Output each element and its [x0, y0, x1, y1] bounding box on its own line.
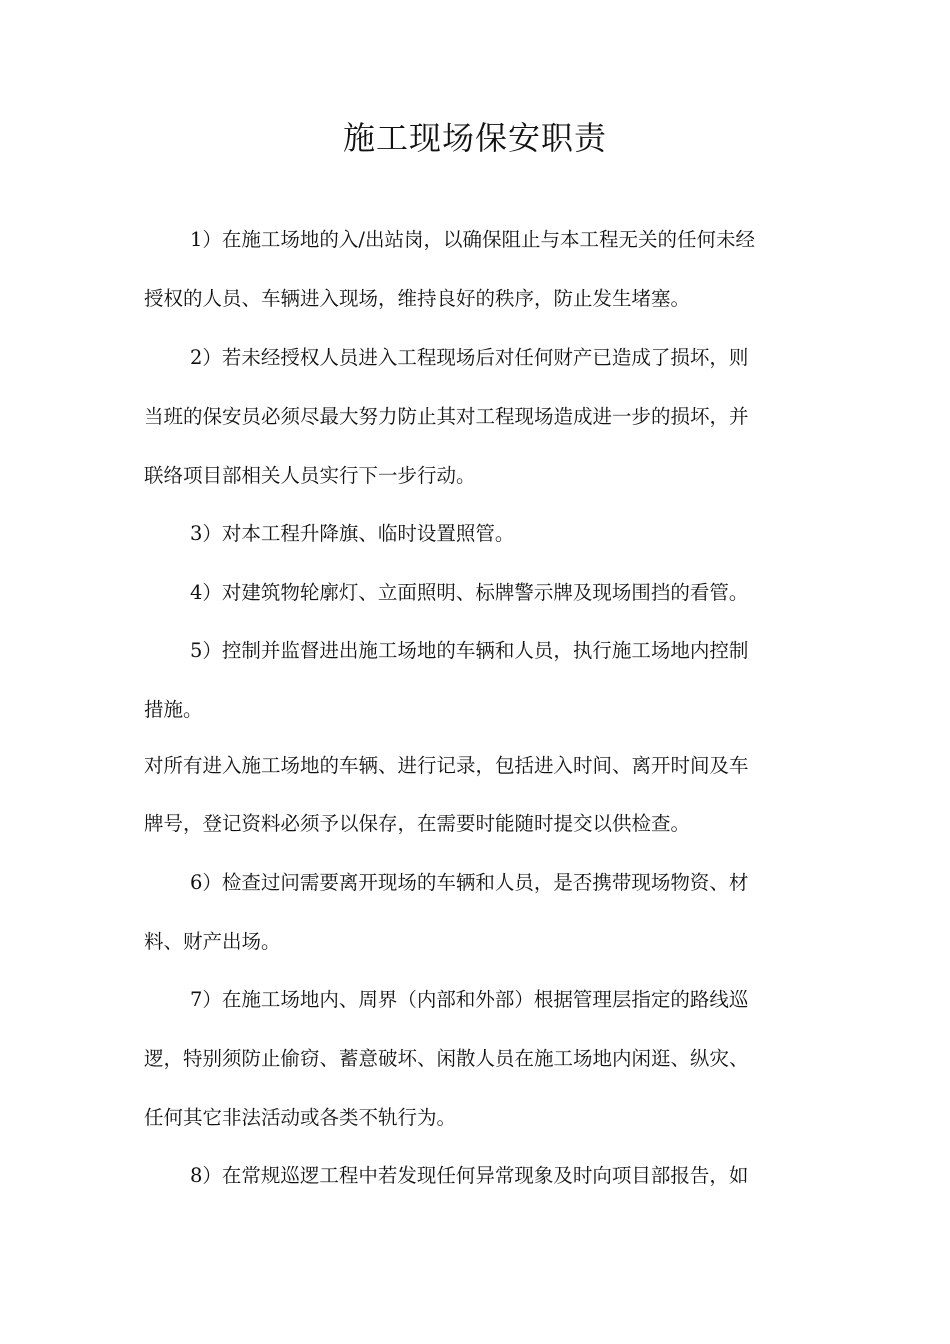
- paragraph-line: 措施。: [144, 698, 203, 721]
- paragraph-line: 5）控制并监督进出施工场地的车辆和人员，执行施工场地内控制: [190, 639, 749, 662]
- paragraph-line: 授权的人员、车辆进入现场，维持良好的秩序，防止发生堵塞。: [144, 287, 691, 310]
- paragraph-line: 牌号，登记资料必须予以保存，在需要时能随时提交以供检查。: [144, 812, 691, 835]
- paragraph-line: 任何其它非法活动或各类不轨行为。: [144, 1106, 457, 1129]
- paragraph-line: 3）对本工程升降旗、临时设置照管。: [190, 522, 515, 545]
- paragraph-line: 联络项目部相关人员实行下一步行动。: [144, 464, 476, 487]
- paragraph-line: 对所有进入施工场地的车辆、进行记录，包括进入时间、离开时间及车: [144, 754, 749, 777]
- paragraph-line: 4）对建筑物轮廓灯、立面照明、标牌警示牌及现场围挡的看管。: [190, 581, 749, 604]
- paragraph-line: 当班的保安员必须尽最大努力防止其对工程现场造成进一步的损坏，并: [144, 405, 749, 428]
- paragraph-line: 1）在施工场地的入/出站岗，以确保阻止与本工程无关的任何未经: [190, 228, 755, 251]
- paragraph-line: 料、财产出场。: [144, 930, 281, 953]
- page-title: 施工现场保安职责: [342, 119, 607, 157]
- paragraph-line: 7）在施工场地内、周界（内部和外部）根据管理层指定的路线巡: [190, 988, 749, 1011]
- paragraph-line: 2）若未经授权人员进入工程现场后对任何财产已造成了损坏，则: [190, 346, 749, 369]
- paragraph-line: 逻，特别须防止偷窃、蓄意破坏、闲散人员在施工场地内闲逛、纵灾、: [144, 1047, 749, 1070]
- paragraph-line: 6）检查过问需要离开现场的车辆和人员，是否携带现场物资、材: [190, 871, 749, 894]
- paragraph-line: 8）在常规巡逻工程中若发现任何异常现象及时向项目部报告，如: [190, 1164, 749, 1187]
